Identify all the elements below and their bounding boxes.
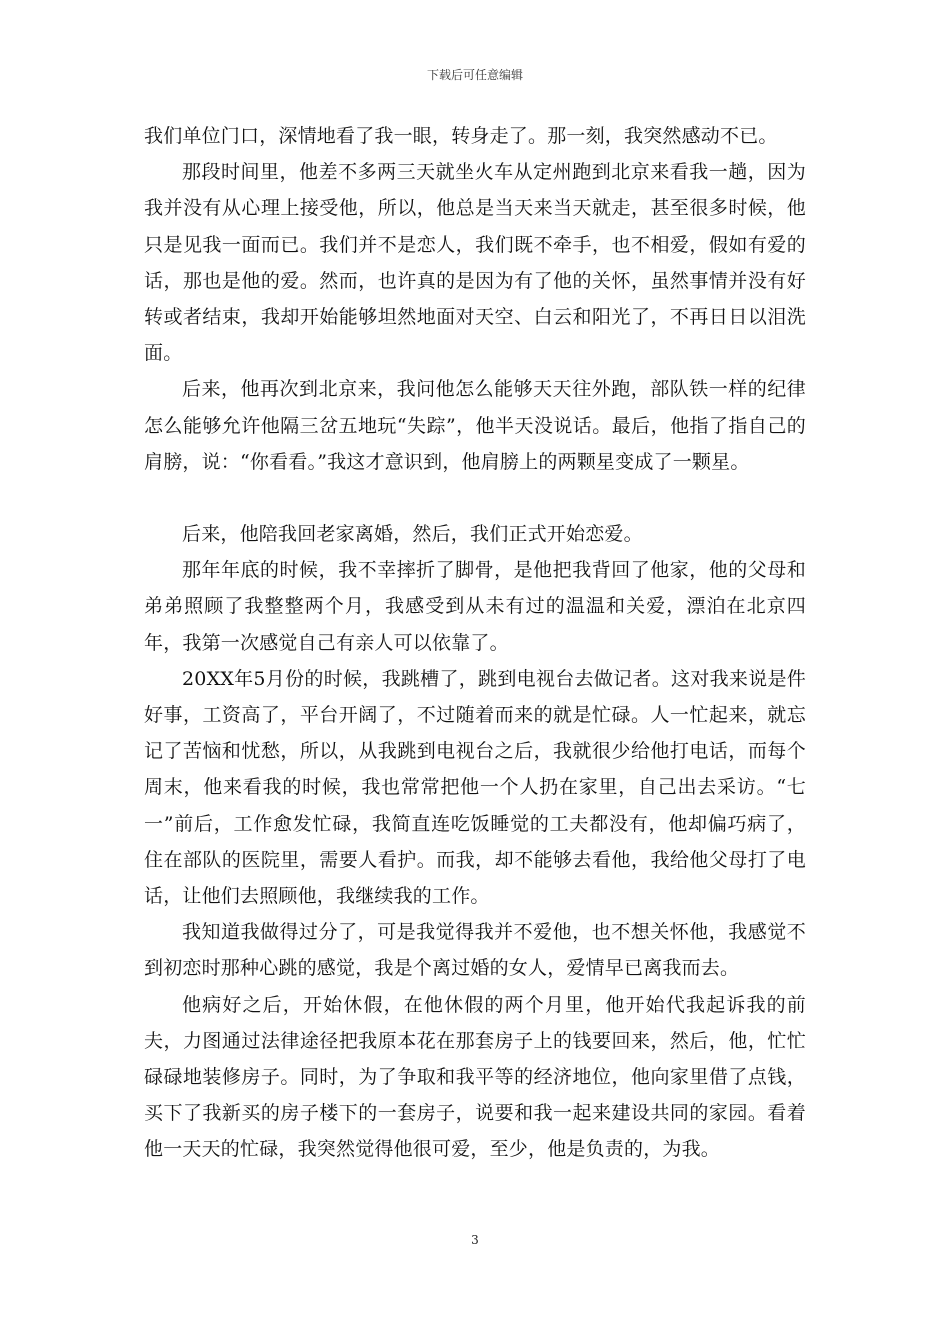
paragraph-1: 我们单位门口，深情地看了我一眼，转身走了。那一刻，我突然感动不已。 (144, 125, 778, 147)
paragraph-5: 那年年底的时候，我不幸摔折了脚骨，是他把我背回了他家，他的父母和弟弟照顾了我整整两个月，我感受到从未有过的温温和关爱，漂泊在北京四年，我第一次感觉自己有亲人可以依靠了。 (144, 559, 806, 654)
paragraph-2: 那段时间里，他差不多两三天就坐火车从定州跑到北京来看我一趟，因为我并没有从心理上接受他，所以，他总是当天来当天就走，甚至很多时候，他只是见我一面而已。我们并不是恋人，我们既不牵手，也不相爱，假如有爱的话，那也是他的爱。然而，也许真的是因为有了他的关怀，虽然事情并没有好转或者结束，我却开始能够坦然地面对天空、白云和阳光了，不再日日以泪洗面。 (144, 161, 806, 365)
page-header: 下载后可任意编辑 (426, 68, 523, 82)
paragraph-6: 20XX年5月份的时候，我跳槽了，跳到电视台去做记者。这对我来说是件好事，工资高了，平台开阔了，不过随着而来的就是忙碌。人一忙起来，就忘记了苦恼和忧愁，所以，从我跳到电视台之后，我就很少给他打电话，而每个周末，他来看我的时候，我也常常把他一个人扔在家里，自己出去采访。“七一”前后，工作愈发忙碌，我简直连吃饭睡觉的工夫都没有，他却偏巧病了，住在部队的医院里，需要人看护。而我，却不能够去看他，我给他父母打了电话，让他们去照顾他，我继续我的工作。 (144, 667, 806, 908)
paragraph-8: 他病好之后，开始休假，在他休假的两个月里，他开始代我起诉我的前夫，力图通过法律途径把我原本花在那套房子上的钱要回来，然后，他，忙忙碌碌地装修房子。同时，为了争取和我平等的经济地位，他向家里借了点钱，买下了我新买的房子楼下的一套房子，说要和我一起来建设共同的家园。看着他一天天的忙碌，我突然觉得他很可爱，至少，他是负责的，为我。 (144, 993, 806, 1161)
paragraph-3: 后来，他再次到北京来，我问他怎么能够天天往外跑，部队铁一样的纪律怎么能够允许他隔三岔五地玩“失踪”，他半天没说话。最后，他指了指自己的肩膀，说：“你看看。”我这才意识到，他肩膀上的两颗星变成了一颗星。 (144, 378, 806, 473)
document-body (144, 118, 806, 1168)
paragraph-4: 后来，他陪我回老家离婚，然后，我们正式开始恋爱。 (182, 523, 643, 546)
page-number: 3 (471, 1233, 479, 1247)
paragraph-7: 我知道我做得过分了，可是我觉得我并不爱他，也不想关怀他，我感觉不到初恋时那种心跳的感觉，我是个离过婚的女人，爱情早已离我而去。 (144, 921, 806, 980)
